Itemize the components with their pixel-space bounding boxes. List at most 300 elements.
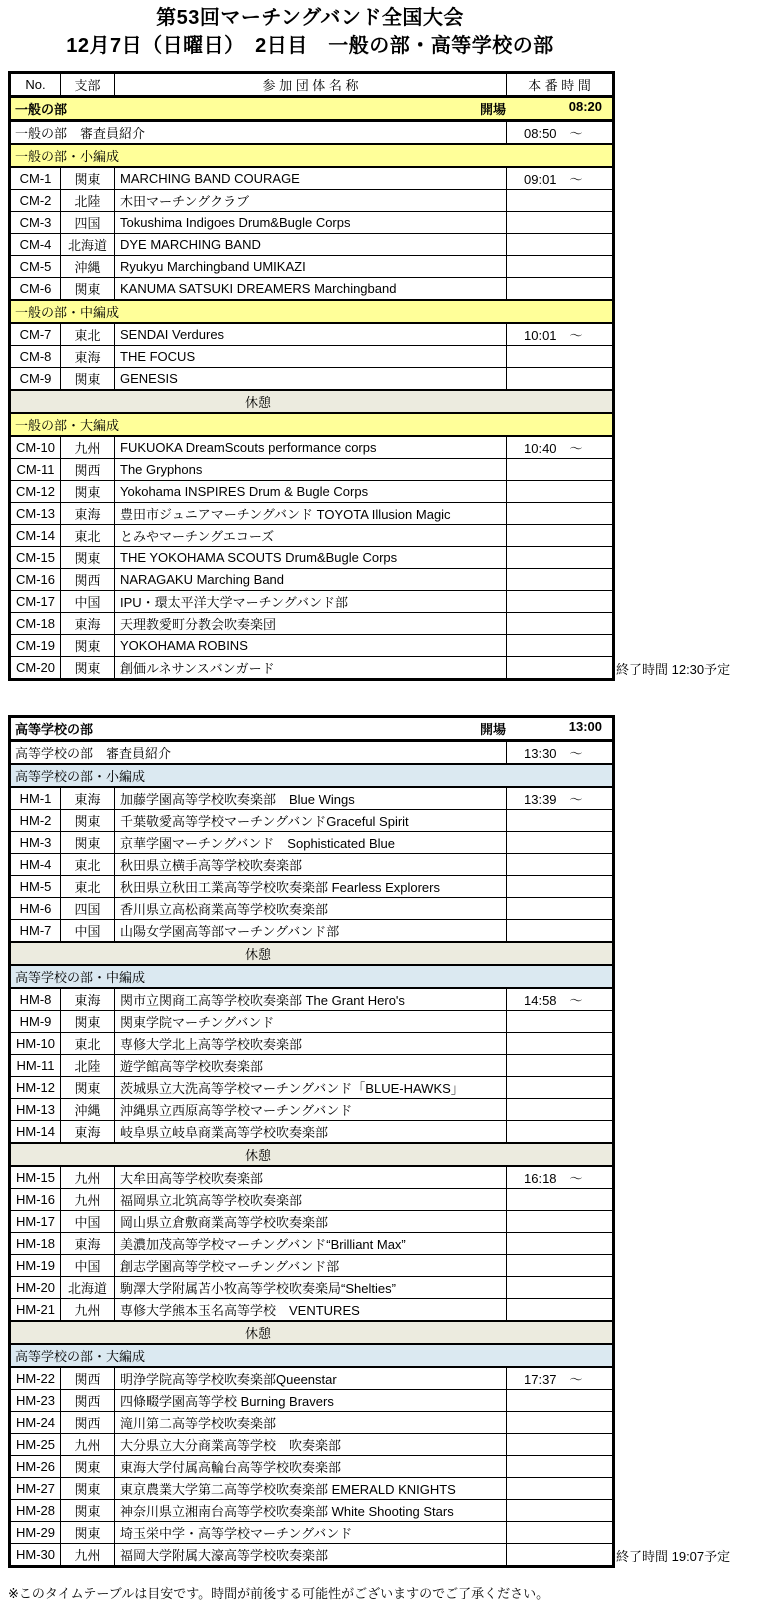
entry-no: HM-10	[10, 1033, 61, 1055]
entry-name: 明浄学院高等学校吹奏楽部Queenstar	[115, 1367, 507, 1390]
entry-no: CM-14	[10, 525, 61, 547]
general-division-table	[8, 71, 615, 681]
entry-name: 四條畷学園高等学校 Burning Bravers	[115, 1390, 507, 1412]
entry-time-cell	[507, 1277, 614, 1299]
entry-name: FUKUOKA DreamScouts performance corps	[115, 436, 507, 459]
entry-branch: 東海	[61, 346, 115, 368]
entry-time-cell	[507, 1500, 614, 1522]
entry-name: 福岡大学附属大濠高等学校吹奏楽部	[115, 1544, 507, 1567]
entry-name: とみやマーチングエコーズ	[115, 525, 507, 547]
entry-row	[10, 657, 614, 680]
entry-time-cell	[507, 1412, 614, 1434]
entry-name: 茨城県立大洗高等学校マーチングバンド「BLUE-HAWKS」	[115, 1077, 507, 1099]
entry-row	[10, 1055, 614, 1077]
division-label: 一般の部	[15, 102, 68, 117]
entry-row	[10, 832, 614, 854]
entry-time-cell	[507, 613, 614, 635]
entry-no: HM-24	[10, 1412, 61, 1434]
section-row	[10, 965, 614, 988]
column-header-no: No.	[10, 73, 61, 97]
entry-name: THE FOCUS	[115, 346, 507, 368]
band-row	[10, 717, 614, 741]
break-cell	[10, 942, 614, 965]
entry-time-cell	[507, 278, 614, 301]
footer-note: ※このタイムテーブルは目安です。時間が前後する可能性がございますのでご了承ください。	[8, 1586, 550, 1601]
entry-branch: 中国	[61, 1211, 115, 1233]
entry-branch: 関東	[61, 635, 115, 657]
entry-row	[10, 278, 614, 301]
general-division-table-wrap	[8, 71, 731, 681]
entry-no: HM-11	[10, 1055, 61, 1077]
tilde-mark: ～	[569, 1171, 583, 1186]
entry-name: KANUMA SATSUKI DREAMERS Marchingband	[115, 278, 507, 301]
entry-name: 創価ルネサンスバンガード	[115, 657, 507, 680]
entry-time-cell	[507, 1456, 614, 1478]
entry-branch: 九州	[61, 1166, 115, 1189]
break-row	[10, 1321, 614, 1344]
entry-name: 関東学院マーチングバンド	[115, 1011, 507, 1033]
info-row	[10, 121, 614, 145]
break-label: 休憩	[245, 1148, 272, 1163]
entry-time-cell	[507, 1522, 614, 1544]
entry-time-cell	[507, 810, 614, 832]
division-band	[10, 97, 614, 121]
entry-name: 創志学園高等学校マーチングバンド部	[115, 1255, 507, 1277]
entry-row	[10, 1189, 614, 1211]
entry-branch: 関東	[61, 1500, 115, 1522]
entry-row	[10, 503, 614, 525]
entry-name: THE YOKOHAMA SCOUTS Drum&Bugle Corps	[115, 547, 507, 569]
entry-row	[10, 1166, 614, 1189]
entry-row	[10, 613, 614, 635]
entry-branch: 関東	[61, 832, 115, 854]
entry-row	[10, 1077, 614, 1099]
time-value: 17:37	[524, 1372, 557, 1387]
entry-branch: 関西	[61, 1412, 115, 1434]
section-label: 高等学校の部・中編成	[10, 965, 614, 988]
section-row	[10, 413, 614, 436]
entry-no: CM-13	[10, 503, 61, 525]
entry-no: HM-7	[10, 920, 61, 943]
entry-time-cell	[507, 481, 614, 503]
entry-no: HM-15	[10, 1166, 61, 1189]
entry-time-cell	[507, 569, 614, 591]
break-cell	[10, 1143, 614, 1166]
entry-branch: 関東	[61, 167, 115, 190]
entry-time-cell	[507, 234, 614, 256]
entry-branch: 北陸	[61, 190, 115, 212]
tilde-mark: ～	[569, 441, 583, 456]
highschool-division-table	[8, 715, 615, 1568]
entry-time-cell	[507, 1055, 614, 1077]
entry-name: 専修大学北上高等学校吹奏楽部	[115, 1033, 507, 1055]
entry-time-cell	[507, 635, 614, 657]
entry-time-cell	[507, 1367, 614, 1390]
entry-time-cell	[507, 167, 614, 190]
entry-time-cell	[507, 1544, 614, 1567]
entry-no: CM-20	[10, 657, 61, 680]
entry-row	[10, 1390, 614, 1412]
column-header-branch: 支部	[61, 73, 115, 97]
entry-row	[10, 190, 614, 212]
highschool-end-time-note: 終了時間 19:07予定	[616, 1549, 731, 1564]
break-row	[10, 942, 614, 965]
entry-branch: 関西	[61, 1367, 115, 1390]
entry-name: 美濃加茂高等学校マーチングバンド“Brilliant Max”	[115, 1233, 507, 1255]
division-label: 高等学校の部	[15, 722, 94, 737]
entry-time-cell	[507, 459, 614, 481]
section-label: 高等学校の部・大編成	[10, 1344, 614, 1367]
entry-branch: 関西	[61, 569, 115, 591]
entry-name: 加藤学園高等学校吹奏楽部 Blue Wings	[115, 787, 507, 810]
entry-time-cell	[507, 1478, 614, 1500]
entry-time-cell	[507, 436, 614, 459]
entry-time-cell	[507, 657, 614, 680]
event-title: 第53回マーチングバンド全国大会	[156, 7, 464, 29]
info-name: 高等学校の部 審査員紹介	[10, 741, 507, 765]
entry-name: 大牟田高等学校吹奏楽部	[115, 1166, 507, 1189]
entry-no: CM-11	[10, 459, 61, 481]
entry-no: HM-4	[10, 854, 61, 876]
entry-no: CM-12	[10, 481, 61, 503]
entry-no: HM-18	[10, 1233, 61, 1255]
entry-branch: 北海道	[61, 234, 115, 256]
entry-no: HM-20	[10, 1277, 61, 1299]
tilde-mark: ～	[569, 993, 583, 1008]
entry-no: CM-2	[10, 190, 61, 212]
entry-row	[10, 256, 614, 278]
entry-no: CM-9	[10, 368, 61, 391]
doors-open-label: 開場	[480, 102, 507, 117]
break-label: 休憩	[245, 1326, 272, 1341]
column-header-row	[10, 73, 614, 97]
entry-branch: 東海	[61, 1233, 115, 1255]
entry-time-cell	[507, 1033, 614, 1055]
tilde-mark: ～	[569, 792, 583, 807]
entry-no: HM-22	[10, 1367, 61, 1390]
entry-name: 秋田県立横手高等学校吹奏楽部	[115, 854, 507, 876]
entry-name: Ryukyu Marchingband UMIKAZI	[115, 256, 507, 278]
entry-row	[10, 167, 614, 190]
info-row	[10, 741, 614, 765]
entry-time-cell	[507, 121, 614, 145]
entry-name: 滝川第二高等学校吹奏楽部	[115, 1412, 507, 1434]
entry-row	[10, 1121, 614, 1144]
entry-name: 秋田県立秋田工業高等学校吹奏楽部 Fearless Explorers	[115, 876, 507, 898]
entry-no: CM-15	[10, 547, 61, 569]
entry-row	[10, 1099, 614, 1121]
entry-time-cell	[507, 503, 614, 525]
entry-name: IPU・環太平洋大学マーチングバンド部	[115, 591, 507, 613]
entry-name: 東京農業大学第二高等学校吹奏楽部 EMERALD KNIGHTS	[115, 1478, 507, 1500]
entry-branch: 関東	[61, 481, 115, 503]
entry-time-cell	[507, 1077, 614, 1099]
entry-no: HM-14	[10, 1121, 61, 1144]
entry-no: HM-1	[10, 787, 61, 810]
entry-name: 京華学園マーチングバンド Sophisticated Blue	[115, 832, 507, 854]
entry-no: CM-16	[10, 569, 61, 591]
entry-branch: 関東	[61, 1456, 115, 1478]
entry-no: HM-26	[10, 1456, 61, 1478]
time-value: 08:50	[524, 126, 557, 141]
entry-time-cell	[507, 256, 614, 278]
entry-branch: 中国	[61, 920, 115, 943]
entry-name: 岐阜県立岐阜商業高等学校吹奏楽部	[115, 1121, 507, 1144]
section-row	[10, 300, 614, 323]
tilde-mark: ～	[569, 746, 583, 761]
entry-branch: 東海	[61, 1121, 115, 1144]
entry-no: CM-19	[10, 635, 61, 657]
entry-branch: 九州	[61, 436, 115, 459]
entry-name: YOKOHAMA ROBINS	[115, 635, 507, 657]
entry-row	[10, 212, 614, 234]
entry-no: HM-8	[10, 988, 61, 1011]
entry-row	[10, 898, 614, 920]
entry-time-cell	[507, 898, 614, 920]
entry-time-cell	[507, 1299, 614, 1322]
entry-no: HM-27	[10, 1478, 61, 1500]
entry-row	[10, 810, 614, 832]
time-value: 10:40	[524, 441, 557, 456]
section-row	[10, 764, 614, 787]
entry-no: HM-30	[10, 1544, 61, 1567]
entry-row	[10, 1544, 614, 1567]
entry-row	[10, 1011, 614, 1033]
entry-row	[10, 547, 614, 569]
section-label: 高等学校の部・小編成	[10, 764, 614, 787]
entry-name: 福岡県立北筑高等学校吹奏楽部	[115, 1189, 507, 1211]
entry-branch: 関西	[61, 1390, 115, 1412]
entry-time-cell	[507, 1099, 614, 1121]
entry-no: HM-17	[10, 1211, 61, 1233]
time-value: 16:18	[524, 1171, 557, 1186]
entry-row	[10, 1500, 614, 1522]
division-band	[10, 717, 614, 741]
entry-branch: 九州	[61, 1299, 115, 1322]
entry-branch: 関東	[61, 278, 115, 301]
entry-row	[10, 346, 614, 368]
break-label: 休憩	[244, 395, 271, 410]
entry-name: 遊学館高等学校吹奏楽部	[115, 1055, 507, 1077]
entry-row	[10, 1412, 614, 1434]
time-value: 13:39	[524, 792, 557, 807]
entry-branch: 東海	[61, 503, 115, 525]
entry-no: HM-5	[10, 876, 61, 898]
general-end-time-note: 終了時間 12:30予定	[616, 662, 731, 677]
band-layout	[11, 99, 612, 118]
entry-branch: 九州	[61, 1434, 115, 1456]
entry-row	[10, 1211, 614, 1233]
entry-branch: 関東	[61, 657, 115, 680]
info-name: 一般の部 審査員紹介	[10, 121, 507, 145]
entry-time-cell	[507, 1434, 614, 1456]
entry-name: 天理教愛町分教会吹奏楽団	[115, 613, 507, 635]
entry-no: HM-3	[10, 832, 61, 854]
entry-branch: 関東	[61, 1522, 115, 1544]
entry-branch: 関東	[61, 1011, 115, 1033]
entry-name: MARCHING BAND COURAGE	[115, 167, 507, 190]
entry-row	[10, 1478, 614, 1500]
entry-no: HM-2	[10, 810, 61, 832]
entry-row	[10, 988, 614, 1011]
entry-name: The Gryphons	[115, 459, 507, 481]
tilde-mark: ～	[569, 126, 583, 141]
doors-open-time: 13:00	[568, 719, 603, 734]
section-row	[10, 1344, 614, 1367]
doors-open-group	[480, 719, 602, 738]
section-label: 一般の部・中編成	[10, 300, 614, 323]
entry-row	[10, 436, 614, 459]
entry-branch: 沖縄	[61, 1099, 115, 1121]
entry-no: CM-17	[10, 591, 61, 613]
entry-no: HM-21	[10, 1299, 61, 1322]
entry-name: NARAGAKU Marching Band	[115, 569, 507, 591]
entry-branch: 東海	[61, 613, 115, 635]
entry-time-cell	[507, 741, 614, 765]
entry-time-cell	[507, 1211, 614, 1233]
entry-time-cell	[507, 988, 614, 1011]
entry-row	[10, 1277, 614, 1299]
entry-row	[10, 323, 614, 346]
entry-no: HM-13	[10, 1099, 61, 1121]
entry-row	[10, 920, 614, 943]
entry-branch: 東海	[61, 787, 115, 810]
entry-row	[10, 1434, 614, 1456]
entry-time-cell	[507, 1189, 614, 1211]
entry-row	[10, 876, 614, 898]
time-value: 09:01	[524, 172, 557, 187]
entry-no: HM-29	[10, 1522, 61, 1544]
entry-branch: 北陸	[61, 1055, 115, 1077]
entry-branch: 中国	[61, 1255, 115, 1277]
entry-no: CM-10	[10, 436, 61, 459]
highschool-division-table-wrap	[8, 715, 731, 1568]
entry-row	[10, 1033, 614, 1055]
entry-branch: 関東	[61, 1077, 115, 1099]
time-value: 10:01	[524, 328, 557, 343]
entry-no: CM-4	[10, 234, 61, 256]
entry-name: 千葉敬愛高等学校マーチングバンドGraceful Spirit	[115, 810, 507, 832]
entry-name: DYE MARCHING BAND	[115, 234, 507, 256]
break-row	[10, 1143, 614, 1166]
entry-time-cell	[507, 876, 614, 898]
entry-no: HM-19	[10, 1255, 61, 1277]
entry-branch: 東北	[61, 1033, 115, 1055]
entry-branch: 四国	[61, 212, 115, 234]
entry-branch: 東北	[61, 525, 115, 547]
entry-name: SENDAI Verdures	[115, 323, 507, 346]
entry-time-cell	[507, 1121, 614, 1144]
entry-row	[10, 569, 614, 591]
entry-branch: 東北	[61, 854, 115, 876]
entry-no: HM-9	[10, 1011, 61, 1033]
band-row	[10, 97, 614, 121]
entry-time-cell	[507, 547, 614, 569]
entry-row	[10, 635, 614, 657]
entry-name: Yokohama INSPIRES Drum & Bugle Corps	[115, 481, 507, 503]
doors-open-time: 08:20	[568, 99, 602, 114]
column-header-time: 本 番 時 間	[507, 73, 614, 97]
break-cell	[10, 390, 614, 413]
entry-row	[10, 1522, 614, 1544]
entry-time-cell	[507, 190, 614, 212]
entry-branch: 関東	[61, 1478, 115, 1500]
entry-no: CM-6	[10, 278, 61, 301]
entry-name: 駒澤大学附属苫小牧高等学校吹奏楽局“Shelties”	[115, 1277, 507, 1299]
entry-branch: 九州	[61, 1189, 115, 1211]
entry-time-cell	[507, 1166, 614, 1189]
entry-name: 東海大学付属高輪台高等学校吹奏楽部	[115, 1456, 507, 1478]
band-layout	[11, 719, 612, 738]
entry-name: 山陽女学園高等部マーチングバンド部	[115, 920, 507, 943]
entry-name: 豊田市ジュニアマーチングバンド TOYOTA Illusion Magic	[115, 503, 507, 525]
entry-no: CM-18	[10, 613, 61, 635]
entry-no: CM-8	[10, 346, 61, 368]
doors-open-group	[480, 99, 602, 118]
entry-time-cell	[507, 787, 614, 810]
entry-time-cell	[507, 1390, 614, 1412]
event-subtitle: 12月7日（日曜日） 2日目 一般の部・高等学校の部	[66, 35, 554, 57]
tilde-mark: ～	[569, 1372, 583, 1387]
doors-open-label: 開場	[480, 722, 507, 737]
entry-branch: 関東	[61, 547, 115, 569]
entry-row	[10, 1456, 614, 1478]
break-cell	[10, 1321, 614, 1344]
entry-time-cell	[507, 1011, 614, 1033]
entry-name: 神奈川県立湘南台高等学校吹奏楽部 White Shooting Stars	[115, 1500, 507, 1522]
time-value: 14:58	[524, 993, 557, 1008]
entry-branch: 東北	[61, 323, 115, 346]
entry-no: HM-25	[10, 1434, 61, 1456]
entry-branch: 沖縄	[61, 256, 115, 278]
entry-no: CM-7	[10, 323, 61, 346]
entry-row	[10, 481, 614, 503]
entry-time-cell	[507, 832, 614, 854]
entry-time-cell	[507, 1233, 614, 1255]
entry-time-cell	[507, 1255, 614, 1277]
entry-no: HM-6	[10, 898, 61, 920]
entry-name: 岡山県立倉敷商業高等学校吹奏楽部	[115, 1211, 507, 1233]
entry-row	[10, 787, 614, 810]
break-label: 休憩	[245, 947, 272, 962]
entry-name: 沖縄県立西原高等学校マーチングバンド	[115, 1099, 507, 1121]
entry-name: 香川県立高松商業高等学校吹奏楽部	[115, 898, 507, 920]
entry-row	[10, 1233, 614, 1255]
section-row	[10, 144, 614, 167]
entry-time-cell	[507, 323, 614, 346]
time-value: 13:30	[524, 746, 557, 761]
entry-no: CM-1	[10, 167, 61, 190]
entry-branch: 中国	[61, 591, 115, 613]
entry-branch: 東北	[61, 876, 115, 898]
entry-row	[10, 459, 614, 481]
entry-name: 専修大学熊本玉名高等学校 VENTURES	[115, 1299, 507, 1322]
entry-no: HM-16	[10, 1189, 61, 1211]
entry-name: 木田マーチングクラブ	[115, 190, 507, 212]
entry-no: CM-5	[10, 256, 61, 278]
entry-row	[10, 1367, 614, 1390]
entry-row	[10, 591, 614, 613]
break-row	[10, 390, 614, 413]
entry-time-cell	[507, 525, 614, 547]
tilde-mark: ～	[569, 172, 583, 187]
entry-row	[10, 368, 614, 391]
entry-row	[10, 1255, 614, 1277]
entry-branch: 関東	[61, 368, 115, 391]
entry-row	[10, 854, 614, 876]
entry-name: 埼玉栄中学・高等学校マーチングバンド	[115, 1522, 507, 1544]
entry-name: 大分県立大分商業高等学校 吹奏楽部	[115, 1434, 507, 1456]
